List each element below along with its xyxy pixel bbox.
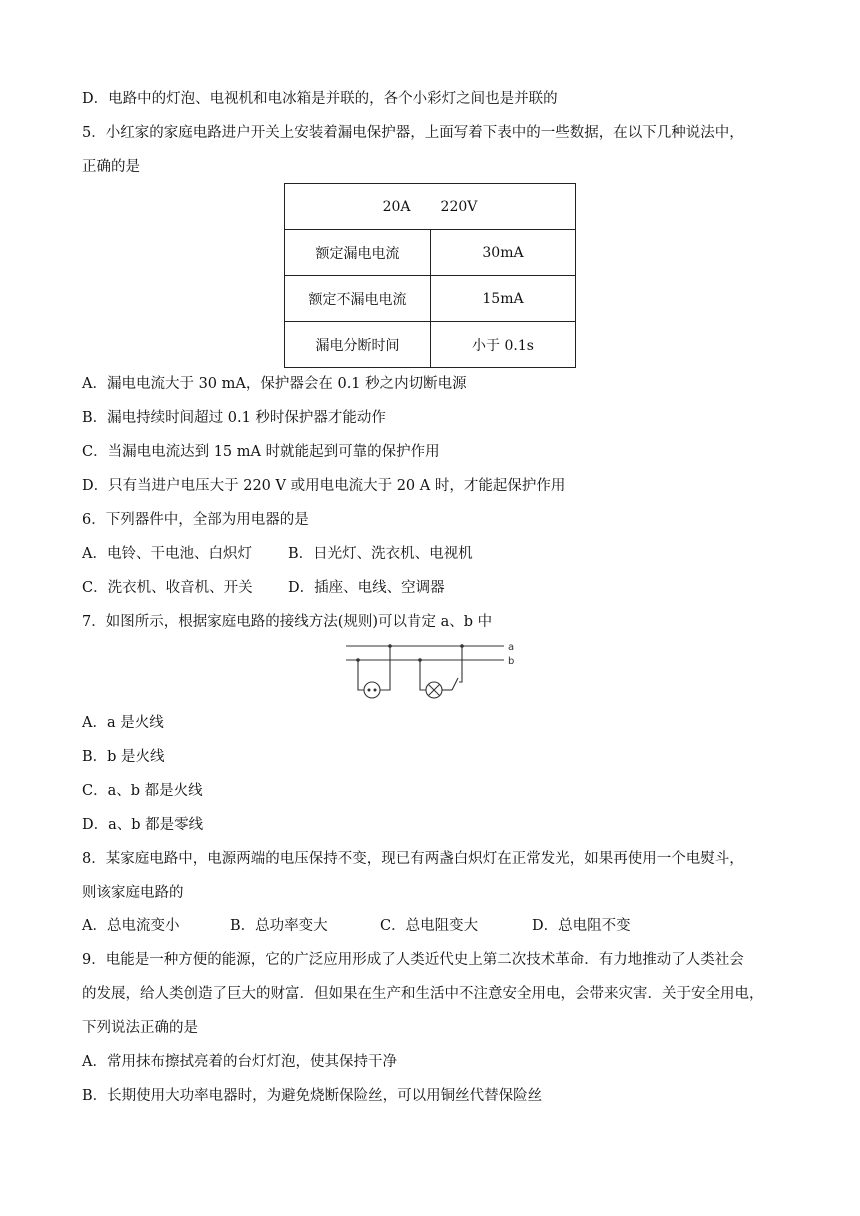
q5-option-d: D．只有当进户电压大于 220 V 或用电电流大于 20 A 时，才能起保护作用 bbox=[82, 478, 566, 494]
q7-option-c: C．a、b 都是火线 bbox=[82, 783, 203, 799]
socket-branch bbox=[356, 644, 392, 698]
q4-option-d: D．电路中的灯泡、电视机和电冰箱是并联的，各个小彩灯之间也是并联的 bbox=[82, 91, 558, 107]
q5-stem-line-2: 正确的是 bbox=[82, 159, 140, 175]
table-row bbox=[285, 276, 576, 322]
leakage-protector-table bbox=[284, 183, 576, 368]
table-row bbox=[285, 230, 576, 276]
wire-b-label: b bbox=[508, 656, 515, 667]
table-row-label: 额定不漏电电流 bbox=[285, 276, 431, 322]
q9-stem-line-1: 9．电能是一种方便的能源，它的广泛应用形成了人类近代史上第二次技术革命．有力地推动了人类社会 bbox=[82, 952, 744, 968]
rated-current: 20A bbox=[382, 198, 411, 215]
q7-option-d: D．a、b 都是零线 bbox=[82, 817, 204, 833]
table-header-row bbox=[285, 184, 576, 230]
table-header-cell bbox=[285, 184, 576, 230]
q5-option-c: C．当漏电电流达到 15 mA 时就能起到可靠的保护作用 bbox=[82, 444, 440, 460]
table-row-value: 30mA bbox=[431, 230, 576, 276]
rated-voltage: 220V bbox=[440, 198, 478, 215]
q6-option-b: B．日光灯、洗衣机、电视机 bbox=[288, 546, 473, 562]
q8-stem-line-2: 则该家庭电路的 bbox=[82, 885, 184, 901]
q9-stem-line-3: 下列说法正确的是 bbox=[82, 1020, 198, 1036]
q9-stem-line-2: 的发展，给人类创造了巨大的财富．但如果在生产和生活中不注意安全用电，会带来灾害．关于安全用电， bbox=[82, 986, 764, 1002]
q6-option-d: D．插座、电线、空调器 bbox=[288, 580, 445, 596]
q8-option-a: A．总电流变小 bbox=[82, 918, 180, 934]
q5-option-b: B．漏电持续时间超过 0.1 秒时保护器才能动作 bbox=[82, 410, 386, 426]
wire-a-label: a bbox=[508, 642, 515, 653]
q8-option-b: B．总功率变大 bbox=[230, 918, 328, 934]
socket-icon bbox=[364, 682, 380, 698]
q8-option-c: C．总电阻变大 bbox=[380, 918, 479, 934]
table-row-value: 15mA bbox=[431, 276, 576, 322]
q9-option-a: A．常用抹布擦拭亮着的台灯灯泡，使其保持干净 bbox=[82, 1054, 397, 1070]
q6-option-a: A．电铃、干电池、白炽灯 bbox=[82, 546, 252, 562]
q9-option-b: B．长期使用大功率电器时，为避免烧断保险丝，可以用铜丝代替保险丝 bbox=[82, 1088, 543, 1104]
q8-option-d: D．总电阻不变 bbox=[532, 918, 631, 934]
q8-stem-line-1: 8．某家庭电路中，电源两端的电压保持不变，现已有两盏白炽灯在正常发光，如果再使用一个电熨斗， bbox=[82, 851, 744, 867]
lamp-branch bbox=[418, 644, 464, 698]
q5-option-a: A．漏电电流大于 30 mA，保护器会在 0.1 秒之内切断电源 bbox=[82, 376, 467, 392]
table-row-label: 额定漏电电流 bbox=[285, 230, 431, 276]
table-row bbox=[285, 322, 576, 368]
q7-option-a: A．a 是火线 bbox=[82, 715, 164, 731]
table-row-label: 漏电分断时间 bbox=[285, 322, 431, 368]
q7-option-b: B．b 是火线 bbox=[82, 749, 165, 765]
q6-options-row-2 bbox=[82, 578, 445, 598]
q6-option-c: C．洗衣机、收音机、开关 bbox=[82, 580, 253, 596]
q8-options-row bbox=[82, 916, 631, 936]
q6-stem: 6．下列器件中，全部为用电器的是 bbox=[82, 512, 309, 528]
switch-icon bbox=[452, 678, 458, 690]
q5-stem-line-1: 5．小红家的家庭电路进户开关上安装着漏电保护器，上面写着下表中的一些数据，在以下几种说法中， bbox=[82, 125, 744, 141]
q7-stem: 7．如图所示，根据家庭电路的接线方法(规则)可以肯定 a、b 中 bbox=[82, 614, 493, 630]
household-circuit-diagram bbox=[342, 640, 522, 702]
table-row-value: 小于 0.1s bbox=[431, 322, 576, 368]
q6-options-row-1 bbox=[82, 544, 473, 564]
